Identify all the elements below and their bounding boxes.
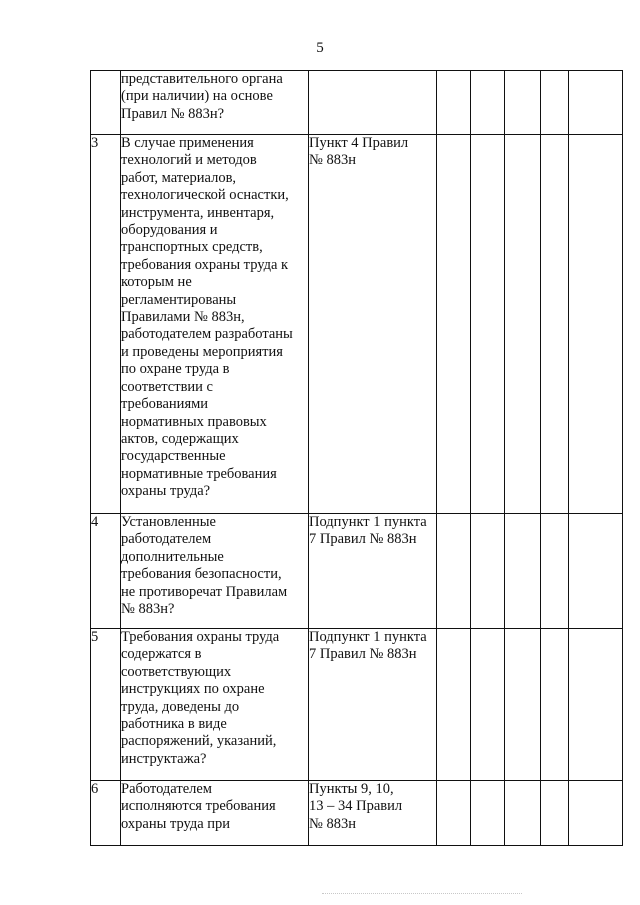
answer-cell — [541, 629, 569, 781]
answer-cell — [471, 71, 505, 135]
note-cell — [569, 71, 623, 135]
question-cell — [121, 781, 309, 846]
row-number-cell: 5 — [91, 629, 121, 781]
answer-cell — [437, 629, 471, 781]
answer-cell — [471, 781, 505, 846]
scan-edge-mark — [322, 893, 522, 894]
reference-text: Подпункт 1 пункта 7 Правил № 883н — [309, 514, 427, 548]
table-row — [91, 629, 623, 781]
table-row — [91, 71, 623, 135]
answer-cell — [471, 135, 505, 514]
answer-cell — [505, 781, 541, 846]
question-text: Требования охраны труда содержатся в соответствующих инструкциях по охране труда, доведены до работника в виде распоряжений, указаний, инструктажа? — [121, 629, 280, 767]
answer-cell — [505, 514, 541, 629]
answer-cell — [437, 71, 471, 135]
reference-text: Подпункт 1 пункта 7 Правил № 883н — [309, 629, 427, 663]
table-row — [91, 781, 623, 846]
note-cell — [569, 135, 623, 514]
reference-text: Пункт 4 Правил № 883н — [309, 135, 409, 169]
row-number-cell — [91, 71, 121, 135]
question-cell — [121, 135, 309, 514]
answer-cell — [437, 781, 471, 846]
row-number-cell: 6 — [91, 781, 121, 846]
page-number: 5 — [316, 40, 324, 56]
row-number-cell: 3 — [91, 135, 121, 514]
answer-cell — [471, 514, 505, 629]
answer-cell — [541, 514, 569, 629]
answer-cell — [437, 135, 471, 514]
reference-cell — [309, 71, 437, 135]
reference-cell — [309, 629, 437, 781]
question-cell — [121, 71, 309, 135]
note-cell — [569, 629, 623, 781]
row-number-cell: 4 — [91, 514, 121, 629]
answer-cell — [505, 629, 541, 781]
reference-text: Пункты 9, 10, 13 – 34 Правил № 883н — [309, 781, 403, 832]
answer-cell — [471, 629, 505, 781]
answer-cell — [541, 135, 569, 514]
question-text: В случае применения технологий и методов работ, материалов, технологической оснастки, инструмента, инвентаря, оборудования и транспортных средств, требования охраны труда к которым не регламентированы Правилами № 883н, работодателем разработаны и проведены мероприятия по охране труда в соответствии с требованиями нормативных правовых актов, содержащих государственные нормативные требования охраны труда? — [121, 135, 293, 500]
note-cell — [569, 514, 623, 629]
reference-cell — [309, 781, 437, 846]
question-cell — [121, 629, 309, 781]
question-text: представительного органа (при наличии) на основе Правил № 883н? — [121, 71, 283, 122]
checklist-table — [90, 70, 623, 846]
question-text: Установленные работодателем дополнительные требования безопасности, не противоречат Правилам № 883н? — [121, 514, 288, 618]
note-cell — [569, 781, 623, 846]
answer-cell — [437, 514, 471, 629]
table-row — [91, 135, 623, 514]
answer-cell — [505, 135, 541, 514]
question-cell — [121, 514, 309, 629]
reference-cell — [309, 514, 437, 629]
answer-cell — [505, 71, 541, 135]
answer-cell — [541, 71, 569, 135]
table-row — [91, 514, 623, 629]
reference-cell — [309, 135, 437, 514]
question-text: Работодателем исполняются требования охраны труда при — [121, 781, 276, 832]
answer-cell — [541, 781, 569, 846]
